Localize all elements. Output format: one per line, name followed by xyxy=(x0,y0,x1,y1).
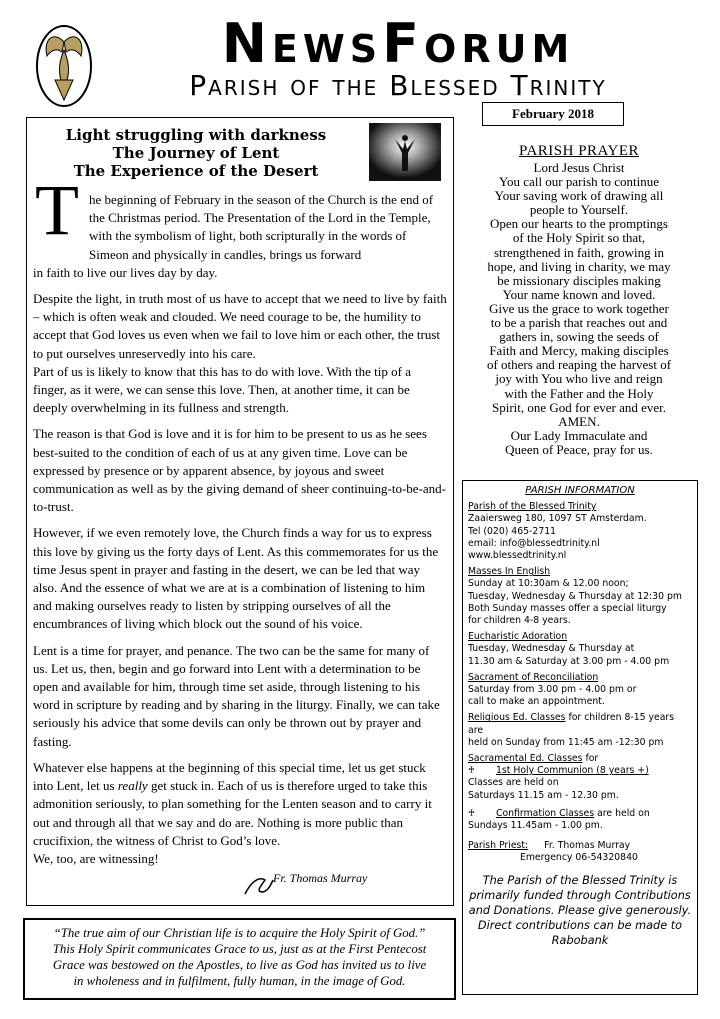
prayer-line: Open our hearts to the promptings xyxy=(490,216,668,232)
parish-logo xyxy=(33,22,95,110)
parish-email: email: info@blessedtrinity.nl xyxy=(468,537,600,549)
masses-section xyxy=(468,566,692,627)
article-body xyxy=(33,191,447,876)
paragraph-7: Whatever else happens at the beginning of this special time, let us get stuck into Lent, let us really get stuck in. Each of us is therefore urged to take this admonition seriously, to plan something for the Lenten season and to carry it out and through all that we say and do are. Nothing is more public than crucifixion, the witness of Christ to God’s love. xyxy=(33,759,432,848)
info-title: PARISH INFORMATION xyxy=(525,485,635,496)
parish-prayer xyxy=(466,161,692,457)
sacramental-ed-section: Sacramental Ed. Classes for ♰ 1st Holy Communion (8 years +) Classes are held on Saturdays 11.15 am - 12.30 pm. ♰ Confirmation Classes are held on Sundays 11.45am - 1.00 pm. xyxy=(468,753,692,832)
prayer-line: Our Lady Immaculate and xyxy=(510,427,648,443)
drop-cap: T xyxy=(35,170,79,250)
reconciliation-line: Saturday from 3.00 pm - 4.00 pm or xyxy=(468,684,637,696)
masthead-subtitle: Parish of the Blessed Trinity xyxy=(189,69,607,102)
prayer-line: be missionary disciples making xyxy=(497,272,661,288)
communion-line: Classes are held on xyxy=(468,777,559,789)
prayer-line: Your name known and loved. xyxy=(502,286,656,302)
paragraph-5: However, if we even remotely love, the Church finds a way for us to express this love by giving us the forty days of Lent. As this commemorates for us the time Jesus spent in prayer and fasting in the desert, we can be led that way also. And the essence of what we are at is a combination of listening to him and making ourselves ready to listen by stripping ourselves of all the encumbrances of living which block out the sound of his voice. xyxy=(33,525,439,632)
banner-line-3: The Experience of the Desert xyxy=(73,162,319,180)
paragraph-8: We, too, are witnessing! xyxy=(33,850,159,866)
prayer-line: Queen of Peace, pray for us. xyxy=(505,441,653,457)
funding-line: Direct contributions can be made to Rabobank xyxy=(477,918,683,947)
prayer-line: Lord Jesus Christ xyxy=(533,160,625,175)
parish-contact xyxy=(468,501,692,562)
prayer-line: people to Yourself. xyxy=(529,202,629,218)
priest-heading: Parish Priest: xyxy=(468,840,529,852)
emergency-number: Emergency 06-54320840 xyxy=(520,852,638,864)
banner-line-2: The Journey of Lent xyxy=(112,144,280,162)
paragraph-3: Part of us is likely to know that this has to do with love. With the tip of a finger, as it were, we can sense this love. Then, at another time, it can be deeply overwhelming in its fullness and strength. xyxy=(33,363,412,416)
prayer-line: strengthened in faith, growing in xyxy=(493,244,665,260)
sacramental-ed-heading: Sacramental Ed. Classes xyxy=(468,753,583,765)
prayer-title: PARISH PRAYER xyxy=(518,143,640,159)
adoration-heading: Eucharistic Adoration xyxy=(468,631,568,643)
reconciliation-line: call to make an appointment. xyxy=(468,696,605,708)
paragraph-2: Despite the light, in truth most of us have to accept that we need to live by faith – which is often weak and clouded. We need courage to be, the humility to accept that God loves us even when we fail to love him or each other, the trust to put ourselves unreservedly into his care. xyxy=(33,291,447,361)
quote-line-4: in wholeness and in fulfilment, fully human, in the image of God. xyxy=(73,974,406,988)
masses-line: Both Sunday masses offer a special liturgy xyxy=(468,602,667,614)
issue-date: February 2018 xyxy=(482,102,624,126)
quote-line-3: Grace was bestowed on the Apostles, to live as God has invited us to live xyxy=(52,958,427,972)
banner-line-1: Light struggling with darkness xyxy=(65,126,327,144)
masses-heading: Masses In English xyxy=(468,566,551,578)
religious-ed-text: for children 8-15 years are xyxy=(468,712,675,736)
prayer-line: AMEN. xyxy=(558,413,600,429)
communion-line: Saturdays 11.15 am - 12.30 pm. xyxy=(468,789,619,801)
parish-information-box xyxy=(462,480,698,995)
adoration-line: 11.30 am & Saturday at 3.00 pm - 4.00 pm xyxy=(468,655,670,667)
adoration-section xyxy=(468,631,692,668)
masthead-title: NewsForum xyxy=(221,12,575,75)
prayer-line: Spirit, one God for ever and ever. xyxy=(491,399,666,415)
prayer-line: Give us the grace to work together xyxy=(489,300,669,316)
masses-line: for children 4-8 years. xyxy=(468,615,571,627)
funding-line: The Parish of the Blessed Trinity is primarily funded through Contributions and Donations. Please give generously. xyxy=(468,873,692,917)
prayer-line: to be a parish that reaches out and xyxy=(490,315,668,331)
confirmation-line: Sundays 11.45am - 1.00 pm. xyxy=(468,820,603,832)
masses-line: Tuesday, Wednesday & Thursday at 12:30 pm xyxy=(468,590,682,602)
paragraph-4: The reason is that God is love and it is for him to be present to us as he sees best-suited to the condition of each of us at any given time. Love can be expressed by presence or by apparent absence, by joyous and sweet communication as well as by the giving demand of sheer continuing-to-be-and-to-trust. xyxy=(33,426,446,515)
cross-icon: ♰ xyxy=(468,807,475,819)
parish-phone: Tel (020) 465-2711 xyxy=(468,525,557,537)
prayer-line: Faith and Mercy, making disciples xyxy=(489,343,669,359)
religious-ed-section xyxy=(468,712,692,749)
paragraph-1: he beginning of February in the season of the Church is the end of the Christmas period. The Presentation of the Lord in the Temple, with the symbolism of light, both scripturally in the words of Simeon and physically in candles, brings us forward in faith to live our lives day by day. xyxy=(33,192,434,280)
parish-heading: Parish of the Blessed Trinity xyxy=(468,501,597,513)
quote-line-1: “The true aim of our Christian life is to acquire the Holy Spirit of God.” xyxy=(53,926,426,940)
prayer-line: of others and reaping the harvest of xyxy=(486,357,672,373)
reconciliation-heading: Sacrament of Reconciliation xyxy=(468,671,599,683)
priest-name: Fr. Thomas Murray xyxy=(544,840,631,852)
prayer-line: joy with You who live and reign xyxy=(495,371,663,387)
light-figure-image xyxy=(369,123,441,181)
article-banner xyxy=(41,126,351,180)
religious-ed-heading: Religious Ed. Classes xyxy=(468,712,566,724)
confirmation-heading: Confirmation Classes xyxy=(496,807,595,819)
prayer-line: hope, and living in charity, we may xyxy=(487,258,671,274)
lent-article xyxy=(26,117,454,906)
religious-ed-line: held on Sunday from 11:45 am -12:30 pm xyxy=(468,736,664,748)
reconciliation-section xyxy=(468,672,692,709)
article-signature: Fr. Thomas Murray xyxy=(273,871,368,885)
priest-section xyxy=(468,840,692,864)
paragraph-6: Lent is a time for prayer, and penance. The two can be the same for many of us. Let us, then, begin and go forward into Lent with a determination to be open and available for him, through time set aside, through listening to his word in scripture by reading and by sharing in the liturgy. Finally, we can take seriously his advice that some devils can only be thrown out by prayer and fasting. xyxy=(33,642,440,749)
parish-website: www.blessedtrinity.nl xyxy=(468,550,567,562)
prayer-line: gathers in, sowing the seeds of xyxy=(499,329,659,345)
prayer-line: You call our parish to continue xyxy=(498,174,660,190)
prayer-line: of the Holy Spirit so that, xyxy=(512,230,646,246)
communion-heading: 1st Holy Communion (8 years +) xyxy=(496,765,649,777)
funding-note xyxy=(468,873,692,948)
masses-line: Sunday at 10:30am & 12.00 noon; xyxy=(468,578,629,590)
prayer-line: Your saving work of drawing all xyxy=(494,188,664,204)
holy-spirit-quote xyxy=(23,918,456,1000)
adoration-line: Tuesday, Wednesday & Thursday at xyxy=(468,643,635,655)
parish-address: Zaaiersweg 180, 1097 ST Amsterdam. xyxy=(468,513,647,525)
quote-line-2: This Holy Spirit communicates Grace to us, just as at the First Pentecost xyxy=(52,942,427,956)
cross-icon: ♰ xyxy=(468,765,475,777)
prayer-line: with the Father and the Holy xyxy=(504,385,654,401)
